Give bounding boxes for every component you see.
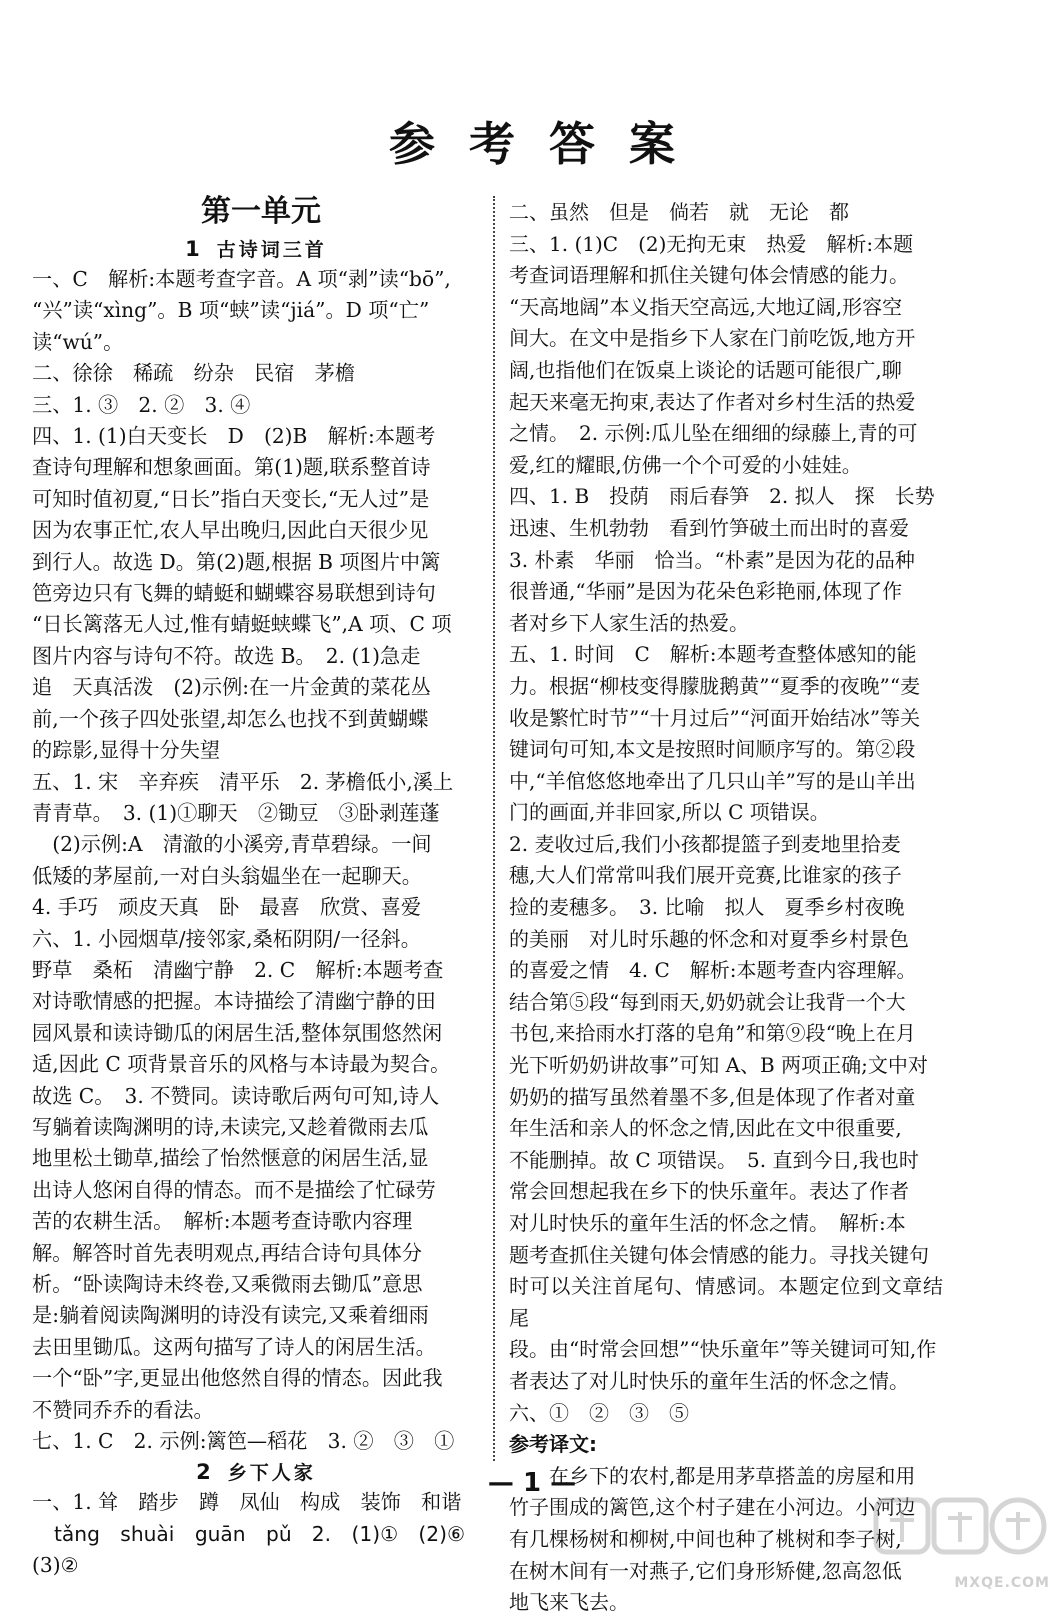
answer-line: 对儿时快乐的童年生活的怀念之情。 解析:本: [509, 1211, 906, 1235]
answer-line: 3. 朴素 华丽 恰当。“朴素”是因为花的品种: [509, 547, 915, 572]
answer-line: 前,一个孩子四处张望,却怎么也找不到黄蝴蝶: [32, 706, 429, 731]
answer-line: 常会回想起我在乡下的快乐童年。表达了作者: [509, 1179, 909, 1204]
answer-line: 时可以关注首尾句、情感词。本题定位到文章结尾: [509, 1274, 943, 1330]
answer-line: (2)示例:A 清澈的小溪旁,青草碧绿。一间: [32, 832, 432, 857]
answer-line: 奶奶的描写虽然着墨不多,但是体现了作者对童: [509, 1084, 916, 1109]
answer-line: 4. 手巧 顽皮天真 卧 最喜 欣赏、喜爱: [32, 895, 422, 920]
answer-line: “兴”读“xìng”。B 项“蛱”读“jiá”。D 项“亡”: [32, 298, 430, 323]
answer-line: 出诗人悠闲自得的情态。而不是描绘了忙碌劳: [32, 1177, 436, 1202]
lesson-1-answers: [32, 264, 480, 1457]
answer-line: 者对乡下人家生活的热爱。: [509, 610, 749, 635]
answer-line: 析。“卧读陶诗未终卷,又乘微雨去锄瓜”意思: [32, 1272, 423, 1296]
answer-line: 二、徐徐 稀疏 纷杂 民宿 茅檐: [32, 361, 356, 386]
answer-line: 解。解答时首先表明观点,再结合诗句具体分: [32, 1240, 422, 1265]
answer-line: 可知时值初夏,“日长”指白天变长,“无人过”是: [32, 486, 430, 511]
answer-line: 不赞同乔乔的看法。: [32, 1397, 214, 1422]
translation-line: 竹子围成的篱笆,这个村子建在小河边。小河边: [509, 1495, 916, 1520]
column-divider: [493, 196, 495, 1461]
answer-line: 追 天真活泼 (2)示例:在一片金黄的菜花丛: [32, 675, 431, 700]
answer-line: 园风景和读诗锄瓜的闲居生活,整体氛围悠然闲: [32, 1020, 443, 1045]
answer-line: 中,“羊倌悠悠地牵出了几只山羊”写的是山羊出: [509, 768, 916, 793]
lesson-2-answers: [32, 1487, 480, 1581]
watermark-text: MXQE.COM: [954, 1575, 1050, 1591]
answer-line: 六、1. 小园烟草/接邻家,桑柘阴阴/一径斜。: [32, 926, 421, 951]
lesson-2-title: 乡下人家: [227, 1462, 316, 1485]
answer-line: 考查词语理解和抓住关键句体会情感的能力。: [509, 263, 909, 288]
lesson-2-number: 2: [196, 1460, 214, 1485]
answer-line: 迅速、生机勃勃 看到竹笋破土而出时的喜爱: [509, 515, 909, 540]
answer-line: 起天来毫无拘束,表达了作者对乡村生活的热爱: [509, 389, 916, 414]
answer-line: 笆旁边只有飞舞的蜻蜓和蝴蝶容易联想到诗句: [32, 581, 436, 606]
answer-line: 的美丽 对儿时乐趣的怀念和对夏季乡村景色: [509, 926, 909, 951]
answer-line: 图片内容与诗句不符。故选 B。 2. (1)急走: [32, 643, 421, 668]
answer-line: 捡的麦穗多。 3. 比喻 拟人 夏季乡村夜晚: [509, 895, 905, 920]
answer-line: 五、1. 时间 C 解析:本题考查整体感知的能: [509, 642, 917, 667]
page-number: — 1 —: [487, 1468, 577, 1498]
answer-line: 年生活和亲人的怀念之情,因此在文中很重要,: [509, 1116, 902, 1141]
page-title: 参考答案: [389, 117, 709, 171]
answer-line: 之情。 2. 示例:瓜儿坠在细细的绿藤上,青的可: [509, 421, 918, 446]
answer-line: 题考查抓住关键句体会情感的能力。寻找关键句: [509, 1242, 929, 1267]
lesson-1-heading: [32, 234, 480, 264]
answer-line: 间大。在文中是指乡下人家在门前吃饭,地方开: [509, 326, 916, 351]
answer-line: 三、1. ③ 2. ② 3. ④: [32, 392, 251, 417]
answer-line: 四、1. (1)白天变长 D (2)B 解析:本题考: [32, 424, 436, 449]
left-column: [32, 190, 480, 1582]
answer-line: 是:躺着阅读陶渊明的诗没有读完,又乘着细雨: [32, 1303, 429, 1328]
answer-line: “天高地阔”本义指天空高远,大地辽阔,形容空: [509, 294, 903, 319]
answer-line: 段。由“时常会回想”“快乐童年”等关键词可知,作: [509, 1337, 937, 1362]
lesson-1-number: 1: [185, 237, 203, 261]
answer-line: 2. 麦收过后,我们小孩都提篮子到麦地里拾麦: [509, 831, 901, 856]
answer-line: 的踪影,显得十分失望: [32, 738, 221, 763]
answer-line: 很普通,“华丽”是因为花朵色彩艳丽,体现了作: [509, 579, 903, 604]
answer-line: 力。根据“柳枝变得朦胧鹅黄”“夏季的夜晚”“麦: [509, 673, 921, 698]
answer-line: 六、① ② ③ ⑤: [509, 1400, 689, 1425]
lesson-1-title: 古诗词三首: [216, 239, 327, 261]
answer-line: 故选 C。 3. 不赞同。读诗歌后两句可知,诗人: [32, 1083, 440, 1108]
pinyin-line: tǎng shuài guān pǔ 2. (1)① (2)⑥: [54, 1521, 466, 1546]
answer-line: 查诗句理解和想象画面。第(1)题,联系整首诗: [32, 455, 431, 480]
answer-line: 四、1. B 投荫 雨后春笋 2. 拟人 探 长势: [509, 484, 935, 509]
translation-line: 有几棵杨树和柳树,中间也种了桃树和李子树,: [509, 1526, 902, 1551]
answer-line: 青青草。 3. (1)①聊天 ②锄豆 ③卧剥莲蓬: [32, 800, 440, 825]
answer-line: 光下听奶奶讲故事”可知 A、B 两项正确;文中对: [509, 1053, 928, 1078]
answer-line: “日长篱落无人过,惟有蜻蜓蛱蝶飞”,A 项、C 项: [32, 612, 452, 637]
answer-line: 者表达了对儿时快乐的童年生活的怀念之情。: [509, 1368, 909, 1393]
unit-title: 第一单元: [201, 194, 321, 229]
answer-line: 对诗歌情感的把握。本诗描绘了清幽宁静的田: [32, 989, 436, 1014]
answer-line: 适,因此 C 项背景音乐的风格与本诗最为契合。: [32, 1052, 451, 1077]
answer-line: 结合第⑤段“每到雨天,奶奶就会让我背一个大: [509, 989, 906, 1014]
answer-line: 一、C 解析:本题考查字音。A 项“剥”读“bō”,: [32, 267, 451, 291]
answer-line: 二、虽然 但是 倘若 就 无论 都: [509, 200, 849, 224]
answer-line: (3)②: [32, 1553, 79, 1578]
answer-line: 苦的农耕生活。 解析:本题考查诗歌内容理: [32, 1209, 413, 1234]
answer-line: 三、1. (1)C (2)无拘无束 热爱 解析:本题: [509, 231, 914, 256]
answer-line: 的喜爱之情 4. C 解析:本题考查内容理解。: [509, 958, 917, 983]
answer-line: 到行人。故选 D。第(2)题,根据 B 项图片中篱: [32, 549, 441, 574]
answer-line: 穗,大人们常常叫我们展开竞赛,比谁家的孩子: [509, 863, 902, 888]
answer-line: 低矮的茅屋前,一对白头翁媪坐在一起聊天。: [32, 863, 422, 888]
answer-line: 一、1. 耸 踏步 蹲 凤仙 构成 装饰 和谐: [32, 1490, 462, 1515]
answer-line: 读“wú”。: [32, 329, 124, 354]
watermark-icon: [870, 1490, 1050, 1570]
answer-line: 去田里锄瓜。这两句描写了诗人的闲居生活。: [32, 1334, 436, 1359]
answer-line: 书包,来拾雨水打落的皂角”和第⑨段“晚上在月: [509, 1021, 916, 1046]
answer-line: 键词句可知,本文是按照时间顺序写的。第②段: [509, 737, 916, 762]
answer-line: 野草 桑柘 清幽宁静 2. C 解析:本题考查: [32, 957, 444, 982]
answer-line: 爱,红的耀眼,仿佛一个个可爱的小娃娃。: [509, 452, 862, 477]
answer-line: 因为农事正忙,农人早出晚归,因此白天很少见: [32, 518, 429, 543]
translation-line: 在乡下的农村,都是用茅草搭盖的房屋和用: [549, 1463, 916, 1488]
answer-line: 地里松土锄草,描绘了怡然惬意的闲居生活,显: [32, 1146, 429, 1171]
answer-line: 阔,也指他们在饭桌上谈论的话题可能很广,聊: [509, 357, 902, 382]
answer-line: 不能删掉。故 C 项错误。 5. 直到今日,我也时: [509, 1147, 919, 1172]
right-column: [509, 197, 943, 1619]
answer-line: 写躺着读陶渊明的诗,未读完,又趁着微雨去瓜: [32, 1114, 429, 1139]
answer-line: 一个“卧”字,更显出他悠然自得的情态。因此我: [32, 1366, 443, 1391]
translation-label: 参考译文:: [509, 1432, 597, 1457]
translation-line: 地飞来飞去。: [509, 1590, 629, 1615]
answer-line: 五、1. 宋 辛弃疾 清平乐 2. 茅檐低小,溪上: [32, 769, 454, 794]
answer-line: 七、1. C 2. 示例:篱笆—稻花 3. ② ③ ①: [32, 1429, 455, 1454]
watermark-logo: [870, 1490, 1050, 1595]
translation-line: 在树木间有一对燕子,它们身形矫健,忽高忽低: [509, 1558, 902, 1583]
answer-line: 门的画面,并非回家,所以 C 项错误。: [509, 800, 830, 825]
answer-line: 收是繁忙时节”“十月过后”“河面开始结冰”等关: [509, 705, 921, 730]
lesson-2-answers-continued: [509, 197, 943, 1619]
